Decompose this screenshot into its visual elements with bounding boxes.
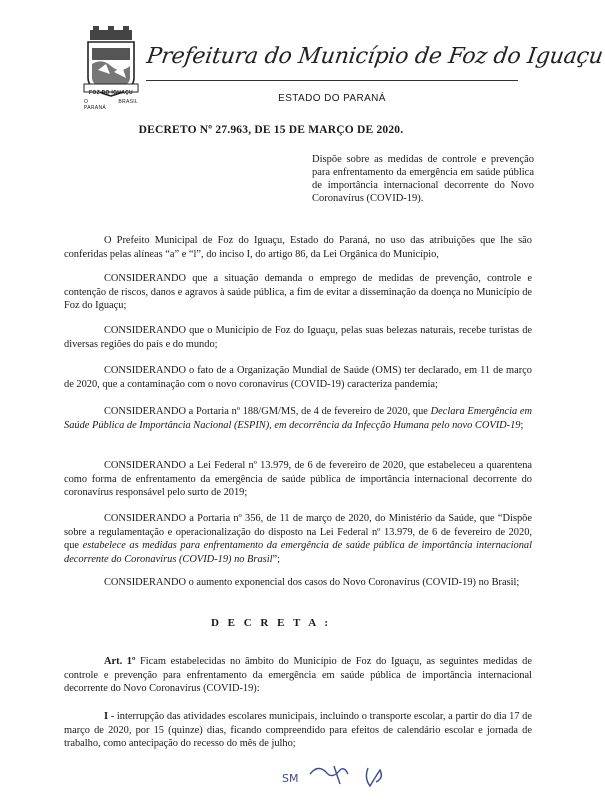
institution-title: Prefeitura do Município de Foz do Iguaçu bbox=[145, 44, 605, 69]
considerando-1: CONSIDERANDO que a situação demanda o emprego de medidas de prevenção, controle e contenção de riscos, danos e agravos à saúde pública, a fim de evitar a disseminação da doença no Município de Foz do Iguaçu; bbox=[64, 273, 532, 312]
considerando-5: CONSIDERANDO a Lei Federal nº 13.979, de 6 de fevereiro de 2020, que estabeleceu a quarentena como forma de enfrentamento da emergência de saúde pública de importância internacional decorrente do coronavírus responsável pelo surto de 2019; bbox=[64, 460, 532, 499]
decreta-heading: D E C R E T A : bbox=[210, 617, 332, 629]
decree-ementa: Dispõe sobre as medidas de controle e prevenção para enfrentamento da emergência em saúde pública de importância internacional decorrente do Novo Coronavírus (COVID-19). bbox=[312, 154, 534, 204]
handwritten-initials-signature bbox=[280, 760, 420, 790]
header-divider bbox=[146, 80, 518, 81]
considerando-4-italic: Declara Emergência em Saúde Pública de Importância Nacional (ESPIN), em decorrência da Infecção Humana pelo novo COVID-19 bbox=[64, 406, 532, 431]
considerando-6-italic: estabelece as medidas para enfrentamento da emergência de saúde pública de importância internacional decorrente do Coronavírus (COVID-19) no Brasil bbox=[64, 540, 532, 565]
considerando-3: CONSIDERANDO o fato de a Organização Mundial de Saúde (OMS) ter declarado, em 11 de março de 2020, que a contaminação com o novo coronavírus (COVID-19) caracteriza pandemia; bbox=[64, 365, 532, 390]
inciso-1 bbox=[64, 710, 532, 751]
considerando-7: CONSIDERANDO o aumento exponencial dos casos do Novo Coronavírus (COVID-19) no Brasil; bbox=[104, 577, 520, 588]
initials-text: SM bbox=[282, 772, 299, 785]
inciso-1-label: I bbox=[104, 711, 109, 722]
considerando-6-tail: ”; bbox=[272, 553, 280, 565]
considerando-4-tail: ; bbox=[520, 419, 524, 431]
preamble-paragraph: O Prefeito Municipal de Foz do Iguaçu, Estado do Paraná, no uso das atribuições que lhe são conferidas pelas alíneas “a” e “l”, do inciso I, do artigo 86, da Lei Orgânica do Município, bbox=[64, 235, 532, 260]
article-1 bbox=[64, 655, 532, 696]
considerando-4 bbox=[64, 405, 532, 432]
crest-band-text: FOZ DO IGUAÇU bbox=[89, 90, 133, 96]
crest-right-text: BRASIL bbox=[118, 99, 138, 105]
article-1-label: Art. 1º bbox=[104, 656, 136, 667]
crest-left-text: O PARANÁ bbox=[84, 99, 106, 111]
state-label: ESTADO DO PARANÁ bbox=[278, 93, 386, 104]
considerando-2: CONSIDERANDO que o Município de Foz do Iguaçu, pelas suas belezas naturais, recebe turistas de diversas regiões do país e do mundo; bbox=[64, 325, 532, 350]
considerando-4-text: CONSIDERANDO a Portaria nº 188/GM/MS, de 4 de fevereiro de 2020, que bbox=[104, 406, 431, 417]
article-1-text: Ficam estabelecidas no âmbito do Município de Foz do Iguaçu, as seguintes medidas de controle e prevenção para enfrentamento da emergência em saúde pública de importância internacional decorrente do Novo Coronavírus (COVID-19): bbox=[64, 656, 532, 695]
decree-title: DECRETO Nº 27.963, DE 15 DE MARÇO DE 2020. bbox=[138, 124, 404, 136]
considerando-6-text: CONSIDERANDO a Portaria nº 356, de 11 de março de 2020, do Ministério da Saúde, que “Dispõe sobre a regulamentação e operacionalização do disposto na Lei Federal nº 13.979, de 6 de fevereiro de 2020, que bbox=[64, 513, 532, 552]
considerando-6 bbox=[64, 512, 532, 566]
inciso-1-text: - interrupção das atividades escolares municipais, incluindo o transporte escolar, a partir do dia 17 de março de 2020, por 15 (quinze) dias, ficando compreendido para efeitos de calendário escolar e jornada de trabalho, como antecipação do recesso do mês de julho; bbox=[64, 711, 532, 750]
